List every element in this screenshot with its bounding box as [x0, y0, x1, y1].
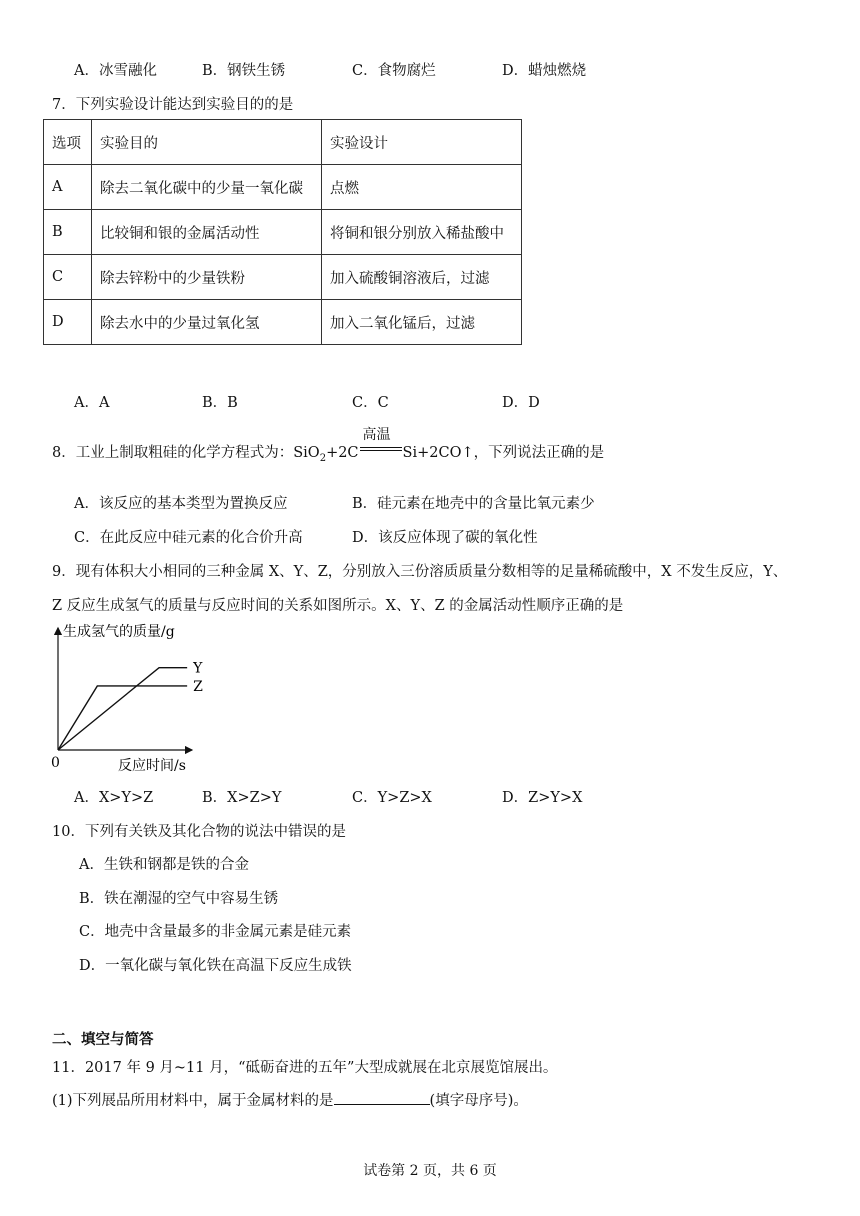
table-row	[44, 255, 522, 300]
reaction-condition: 高温	[362, 427, 391, 443]
q9-stem-line1: 9．现有体积大小相同的三种金属 X、Y、Z，分别放入三份溶质质量分数相等的足量稀硫酸中，X 不发生反应，Y、	[52, 564, 788, 580]
q9-option-b: B．X>Z>Y	[202, 790, 282, 806]
table-header-cell: 实验设计	[322, 120, 522, 165]
table-cell: 加入二氧化锰后，过滤	[322, 300, 522, 345]
q9-option-c: C．Y>Z>X	[352, 790, 432, 806]
q10-option-c: C．地壳中含量最多的非金属元素是硅元素	[79, 924, 352, 940]
q11-sub1-text: (1)下列展品所用材料中，属于金属材料的是	[52, 1093, 334, 1109]
table-cell: B	[44, 210, 92, 255]
q10-option-a: A．生铁和钢都是铁的合金	[79, 857, 249, 873]
q7-option-b: B．B	[202, 395, 238, 411]
page-footer: 试卷第 2 页，共 6 页	[363, 1163, 497, 1179]
q8-option-d: D．该反应体现了碳的氧化性	[352, 530, 538, 546]
q10-option-b: B．铁在潮湿的空气中容易生锈	[79, 891, 279, 907]
q8-products: Si+2CO↑，下列说法正确的是	[402, 445, 605, 461]
q9-chart	[42, 620, 242, 780]
table-row	[44, 210, 522, 255]
table-row	[44, 165, 522, 210]
q8-option-a: A．该反应的基本类型为置换反应	[74, 496, 288, 512]
table-cell: A	[44, 165, 92, 210]
q7-stem: 7．下列实验设计能达到实验目的的是	[52, 97, 294, 113]
q9-option-a: A．X>Y>Z	[74, 790, 154, 806]
table-cell: D	[44, 300, 92, 345]
q7-option-d: D．D	[502, 395, 540, 411]
q7-option-a: A．A	[74, 395, 110, 411]
series-layer	[58, 661, 203, 750]
table-cell: 除去水中的少量过氧化氢	[92, 300, 322, 345]
x-axis-label: 反应时间/s	[118, 758, 186, 774]
double-line-icon	[360, 447, 402, 451]
q9-option-d: D．Z>Y>X	[502, 790, 583, 806]
q8-subscript: 2	[319, 452, 327, 464]
table-row	[44, 300, 522, 345]
series-line-y	[58, 668, 187, 750]
table-cell: 加入硫酸铜溶液后，过滤	[322, 255, 522, 300]
q11-stem: 11．2017 年 9 月~11 月，“砥砺奋进的五年”大型成就展在北京展览馆展出。	[52, 1060, 558, 1076]
answer-blank[interactable]	[334, 1090, 430, 1105]
series-line-z	[58, 686, 187, 750]
q8-option-b: B．硅元素在地壳中的含量比氧元素少	[352, 496, 595, 512]
table-cell: 除去锌粉中的少量铁粉	[92, 255, 322, 300]
section-title: 二、填空与简答	[52, 1031, 154, 1048]
table-header-cell: 实验目的	[92, 120, 322, 165]
q11-sub1-hint: (填字母序号)。	[429, 1093, 528, 1109]
q9-stem-line2: Z 反应生成氢气的质量与反应时间的关系如图所示。X、Y、Z 的金属活动性顺序正确的是	[52, 598, 624, 614]
q8-stem-text: 8．工业上制取粗硅的化学方程式为：SiO	[52, 445, 320, 461]
q6-option-a: A．冰雪融化	[74, 63, 157, 79]
series-label-y: Y	[193, 660, 203, 677]
q10-option-d: D．一氧化碳与氧化铁在高温下反应生成铁	[79, 958, 352, 974]
y-axis-label: 生成氢气的质量/g	[63, 624, 175, 640]
q8-stem	[52, 427, 605, 464]
q6-option-d: D．蜡烛燃烧	[502, 63, 587, 79]
table-header-cell: 选项	[44, 120, 92, 165]
table-cell: 除去二氧化碳中的少量一氧化碳	[92, 165, 322, 210]
q11-sub1	[52, 1089, 528, 1110]
q6-option-b: B．钢铁生锈	[202, 63, 286, 79]
table-cell: 点燃	[322, 165, 522, 210]
series-label-z: Z	[193, 678, 203, 695]
q8-option-c: C．在此反应中硅元素的化合价升高	[74, 530, 303, 546]
origin-label: 0	[51, 755, 60, 771]
q6-option-c: C．食物腐烂	[352, 63, 436, 79]
table-cell: 比较铜和银的金属活动性	[92, 210, 322, 255]
q7-option-c: C．C	[352, 395, 389, 411]
q8-reactant: +2C	[326, 445, 359, 461]
table-cell: C	[44, 255, 92, 300]
q7-table	[43, 119, 522, 345]
reaction-arrow	[359, 427, 403, 457]
table-header-row	[44, 120, 522, 165]
q10-stem: 10．下列有关铁及其化合物的说法中错误的是	[52, 824, 346, 840]
table-cell: 将铜和银分别放入稀盐酸中	[322, 210, 522, 255]
